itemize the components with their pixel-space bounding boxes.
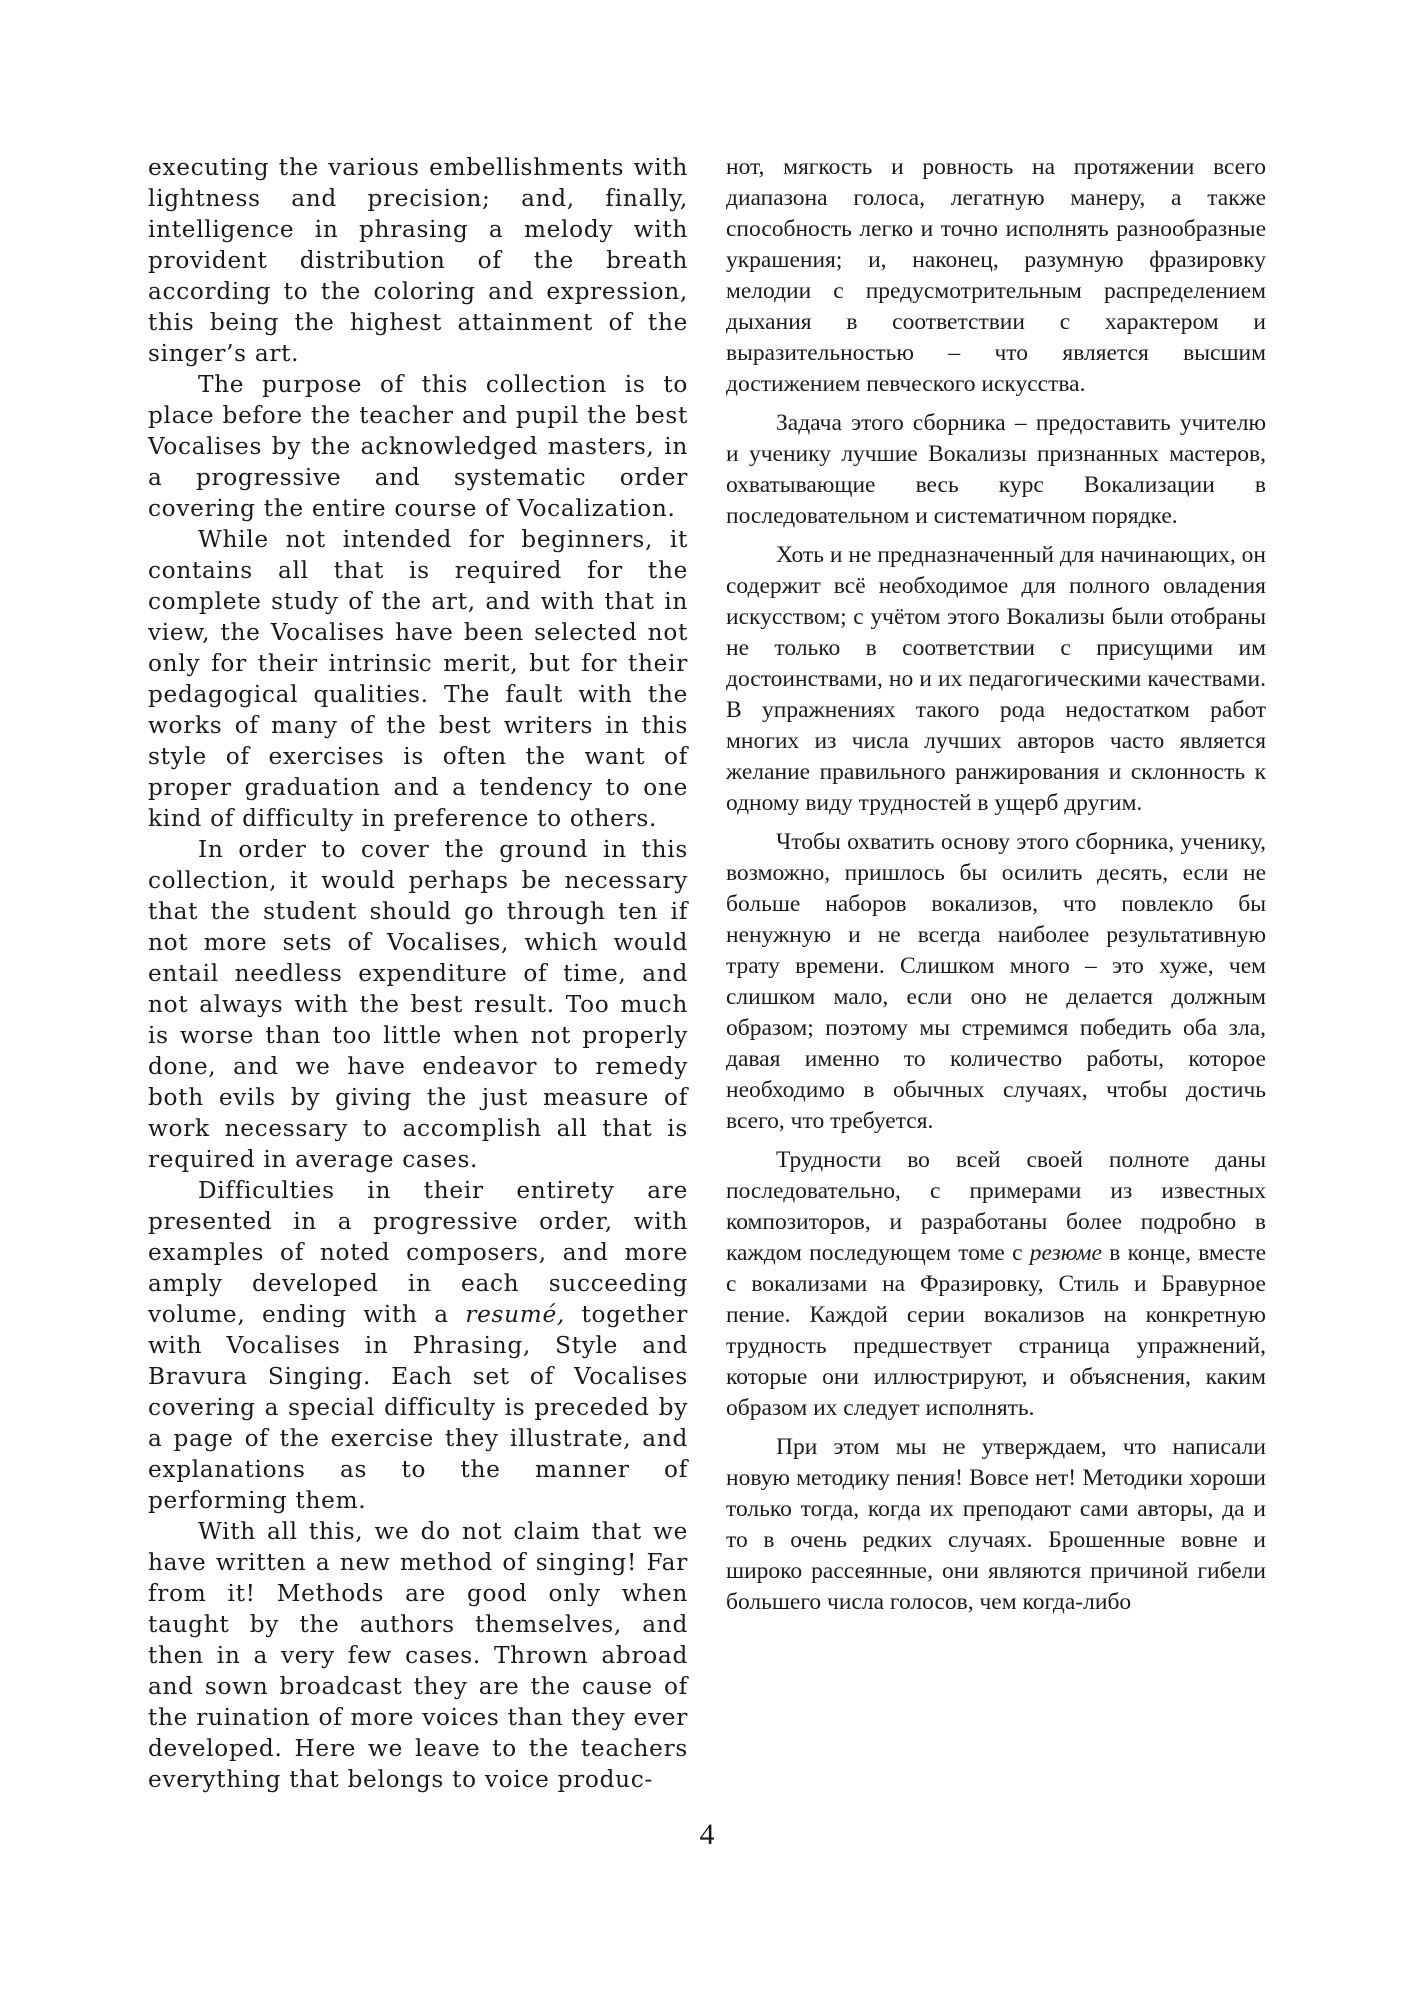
russian-paragraph-5-end: в конце, вместе с вокализами на Фразировку, Стиль и Бравурное пение. Каждой серии вокализов на конкретную трудность предшествует страница упражнений, которые они иллюстрируют, и объяснения, каким образом их следует исполнять. <box>726 1240 1267 1421</box>
russian-italic-resume: резюме <box>1029 1240 1102 1266</box>
russian-paragraph-4: Чтобы охватить основу этого сборника, ученику, возможно, пришлось бы осилить десять, если не больше наборов вокализов, что повлекло бы ненужную и не всегда наиболее результативную трату времени. Слишком много – это хуже, чем слишком мало, если оно не делается должным образом; поэтому мы стремимся победить оба зла, давая именно то количество работы, которое необходимо в обычных случаях, чтобы достичь всего, что требуется. <box>726 829 1266 1134</box>
russian-paragraph-5-start: Трудности во всей своей полноте даны последовательно, с примерами из известных композиторов, и разработаны более подробно в каждом последующем томе с <box>726 1147 1266 1266</box>
english-paragraph-5-end: together with Vocalises in Phrasing, Style and Bravura Singing. Each set of Vocalises covering a special difficulty is preceded by a page of the exercise they illustrate, and explanations as to the manner of performing them. <box>148 1301 689 1514</box>
english-paragraph-3: While not intended for beginners, it contains all that is required for the complete study of the art, and with that in view, the Vocalises have been selected not only for their intrinsic merit, but for their pedagogical qualities. The fault with the works of many of the best writers in this style of exercises is often the want of proper graduation and a tendency to one kind of difficulty in preference to others. <box>148 526 688 832</box>
russian-paragraph-1: нот, мягкость и ровность на протяжении всего диапазона голоса, легатную манеру, а также способность легко и точно исполнять разнообразные украшения; и, наконец, разумную фразировку мелодии с предусмотрительным распределением дыхания в соответствии с характером и выразительностью – что является высшим достижением певческого искусства. <box>726 154 1266 397</box>
russian-paragraph-5 <box>726 1145 1266 1424</box>
english-paragraph-5-start: Difficulties in their entirety are presented in a progressive order, with examples of noted composers, and more amply developed in each succeeding volume, ending with a <box>148 1177 688 1328</box>
russian-paragraph-3: Хоть и не предназначенный для начинающих, он содержит всё необходимое для полного овладения искусством; с учётом этого Вокализы были отобраны не только в соответствии с присущими им достоинствами, но и их педагогическими качествами. В упражнениях такого рода недостатком работ многих из числа лучших авторов часто является желание правильного ранжирования и склонность к одному виду трудностей в ущерб другим. <box>726 542 1266 816</box>
page-number: 4 <box>699 1818 715 1851</box>
english-italic-resume: resumé, <box>465 1301 565 1328</box>
english-paragraph-5 <box>148 1175 688 1516</box>
russian-paragraph-6: При этом мы не утверждаем, что написали новую методику пения! Вовсе нет! Методики хороши только тогда, когда их преподают сами авторы, да и то в очень редких случаях. Брошенные вовне и широко рассеянные, они являются причиной гибели большего числа голосов, чем когда-либо <box>726 1434 1266 1615</box>
english-paragraph-1: executing the various embellishments with lightness and precision; and, finally, intelligence in phrasing a melody with provident distribution of the breath according to the coloring and expression, this being the highest attainment of the singer’s art. <box>148 154 688 367</box>
russian-paragraph-2: Задача этого сборника – предоставить учителю и ученику лучшие Вокализы признанных мастеров, охватывающие весь курс Вокализации в последовательном и систематичном порядке. <box>726 410 1266 529</box>
english-paragraph-2: The purpose of this collection is to place before the teacher and pupil the best Vocalises by the acknowledged masters, in a progressive and systematic order covering the entire course of Vocalization. <box>148 371 688 522</box>
english-paragraph-6: With all this, we do not claim that we have written a new method of singing! Far from it! Methods are good only when taught by the authors themselves, and then in a very few cases. Thrown abroad and sown broadcast they are the cause of the ruination of more voices than they ever developed. Here we leave to the teachers everything that belongs to voice produc- <box>148 1518 688 1793</box>
english-paragraph-4: In order to cover the ground in this collection, it would perhaps be necessary that the student should go through ten if not more sets of Vocalises, which would entail needless expenditure of time, and not always with the best result. Too much is worse than too little when not properly done, and we have endeavor to remedy both evils by giving the just measure of work necessary to accomplish all that is required in average cases. <box>148 836 688 1173</box>
russian-column <box>726 152 1266 1618</box>
english-column <box>148 152 688 1795</box>
